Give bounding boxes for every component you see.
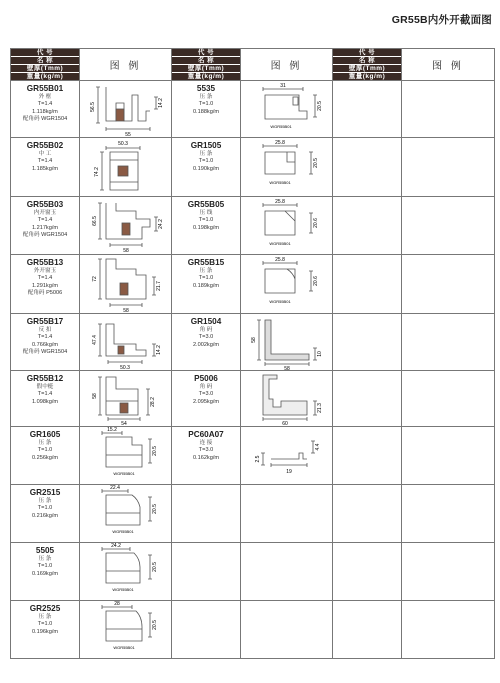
profile-name: 压 条 xyxy=(38,497,52,504)
dim-width: 31 xyxy=(280,83,286,89)
profile-tag: WGR55B01 xyxy=(112,587,134,592)
profile-tag: WGR55B01 xyxy=(269,299,291,304)
profile-weight: 1.098kg/m xyxy=(31,398,59,405)
profile-code: GR2515 xyxy=(29,488,61,497)
header-info-cell-1 xyxy=(11,49,80,81)
profile-figure-cell xyxy=(80,314,172,371)
profile-code: GR55B17 xyxy=(26,317,64,326)
header-code-label: 代 号 xyxy=(11,49,79,57)
dim-width: 25.8 xyxy=(275,257,285,263)
mullion-profile-drawing xyxy=(80,138,172,196)
profile-info-cell xyxy=(11,427,80,485)
profile-thickness: T=1.0 xyxy=(37,621,53,628)
header-weight-label: 重量(kg/m) xyxy=(172,73,240,80)
profile-figure-cell xyxy=(241,371,333,427)
dim-side: 21.3 xyxy=(317,403,323,413)
dim-width: 15.2 xyxy=(107,427,117,433)
dim-width: 25.8 xyxy=(275,199,285,205)
empty-figure-cell xyxy=(402,81,495,138)
dim-side: 28.2 xyxy=(150,397,156,407)
dim-width: 24.2 xyxy=(111,543,121,549)
empty-figure-cell xyxy=(402,314,495,371)
bead-profile-drawing xyxy=(80,427,172,484)
profile-figure-cell xyxy=(241,197,333,255)
empty-figure-cell xyxy=(402,601,495,659)
header-thickness-label: 壁厚(Tmm) xyxy=(333,65,401,73)
profile-info-cell xyxy=(172,197,241,255)
profile-name: 压 线 xyxy=(199,209,213,216)
dim-width: 58 xyxy=(123,248,129,254)
profile-thickness: T=1.4 xyxy=(37,391,53,398)
profile-name: 反 扣 xyxy=(38,326,52,333)
dim-width: 58 xyxy=(123,308,129,313)
profile-weight: 0.162kg/m xyxy=(192,454,220,461)
dim-height: 20.5 xyxy=(152,562,158,572)
dim-side: 10 xyxy=(317,351,323,357)
profile-code: P5006 xyxy=(194,374,218,383)
empty-info-cell xyxy=(172,601,241,659)
profile-info-cell xyxy=(11,314,80,371)
dim-height: 20.5 xyxy=(152,504,158,514)
header-name-label: 名 称 xyxy=(333,57,401,65)
profile-info-cell xyxy=(172,138,241,197)
empty-figure-cell xyxy=(402,427,495,485)
header-info-cell-3 xyxy=(333,49,402,81)
dim-side: 4.4 xyxy=(315,443,321,451)
dim-height: 47.4 xyxy=(92,335,98,345)
header-code-label: 代 号 xyxy=(333,49,401,57)
profile-info-cell xyxy=(172,427,241,485)
profile-figure-cell xyxy=(80,543,172,601)
profile-code: 5505 xyxy=(35,546,55,555)
connector-drawing xyxy=(241,427,333,484)
empty-info-cell xyxy=(333,138,402,197)
empty-figure-cell xyxy=(241,543,333,601)
profile-thickness: T=1.4 xyxy=(37,217,53,224)
profile-catalog-table xyxy=(10,48,495,659)
empty-figure-cell xyxy=(402,371,495,427)
profile-extra: 配角码 WGR1504 xyxy=(22,232,68,239)
profile-extra: 配角码 WGR1504 xyxy=(22,116,68,123)
profile-info-cell xyxy=(11,197,80,255)
frame-profile-drawing xyxy=(80,81,172,137)
profile-figure-cell xyxy=(80,255,172,314)
profile-weight: 1.291kg/m xyxy=(31,282,59,289)
dim-side: 24.2 xyxy=(158,219,164,229)
profile-weight: 1.118kg/m xyxy=(32,108,58,115)
corner-key-drawing xyxy=(241,314,333,370)
profile-thickness: T=3.0 xyxy=(198,447,214,454)
header-thickness-label: 壁厚(Tmm) xyxy=(11,65,79,73)
dim-height: 20.5 xyxy=(152,620,158,630)
profile-weight: 0.188kg/m xyxy=(192,108,220,115)
profile-figure-cell xyxy=(80,485,172,543)
bead-profile-drawing xyxy=(80,601,172,658)
profile-figure-cell xyxy=(80,427,172,485)
profile-weight: 0.198kg/m xyxy=(192,224,220,231)
header-thickness-label: 壁厚(Tmm) xyxy=(172,65,240,73)
profile-name: 角 码 xyxy=(199,326,213,333)
dim-height: 20.6 xyxy=(313,218,319,228)
table-row xyxy=(11,543,495,601)
profile-name: 压 条 xyxy=(199,93,213,100)
profile-code: GR1605 xyxy=(29,430,61,439)
sash-profile-drawing xyxy=(80,255,172,313)
profile-thickness: T=1.0 xyxy=(198,275,214,282)
profile-code: GR55B12 xyxy=(26,374,64,383)
profile-code: GR55B13 xyxy=(26,258,64,267)
dim-side: 14.2 xyxy=(156,345,162,355)
sash-profile-drawing xyxy=(80,197,172,254)
profile-info-cell xyxy=(11,543,80,601)
header-figure-label-2: 图 例 xyxy=(241,49,333,81)
dim-height: 66.5 xyxy=(92,216,98,226)
header-info-cell-2 xyxy=(172,49,241,81)
header-name-label: 名 称 xyxy=(172,57,240,65)
profile-code: GR1505 xyxy=(190,141,222,150)
dim-side: 14.2 xyxy=(158,98,164,108)
profile-figure-cell xyxy=(80,81,172,138)
dim-width: 28 xyxy=(114,601,120,607)
table-row xyxy=(11,601,495,659)
empty-info-cell xyxy=(333,81,402,138)
table-row xyxy=(11,81,495,138)
profile-tag: WGR55B01 xyxy=(269,241,291,246)
bead-profile-drawing xyxy=(80,543,172,600)
table-row xyxy=(11,314,495,371)
table-row xyxy=(11,138,495,197)
profile-thickness: T=3.0 xyxy=(198,391,214,398)
dim-width: 50.3 xyxy=(118,141,128,147)
profile-weight: 2.002kg/m xyxy=(192,341,220,348)
bead-profile-drawing xyxy=(241,138,333,196)
profile-name: 中 工 xyxy=(38,150,52,157)
profile-code: GR55B05 xyxy=(187,200,225,209)
profile-tag: WGR55B01 xyxy=(269,180,291,185)
dim-width: 19 xyxy=(286,469,292,475)
profile-name: 假中梃 xyxy=(36,383,54,390)
empty-info-cell xyxy=(333,197,402,255)
dim-height: 58 xyxy=(92,393,98,399)
dim-width: 58 xyxy=(284,366,290,370)
profile-code: GR55B03 xyxy=(26,200,64,209)
profile-code: GR55B01 xyxy=(26,84,64,93)
profile-name: 压 条 xyxy=(38,555,52,562)
profile-name: 外开窗玉 xyxy=(33,267,57,274)
dim-height: 56.5 xyxy=(90,102,96,112)
profile-code: GR2525 xyxy=(29,604,61,613)
dim-height: 58 xyxy=(251,337,257,343)
profile-name: 连 接 xyxy=(199,439,213,446)
profile-code: GR1504 xyxy=(190,317,222,326)
profile-extra: 配角码 P5006 xyxy=(27,290,63,297)
profile-tag: WGR55B01 xyxy=(270,124,292,129)
profile-weight: 0.196kg/m xyxy=(31,628,59,635)
dim-height: 2.5 xyxy=(255,455,261,463)
profile-info-cell xyxy=(11,138,80,197)
profile-tag: WGR55B01 xyxy=(113,645,135,650)
empty-info-cell xyxy=(333,314,402,371)
dim-height: 20.5 xyxy=(317,101,323,111)
reverse-buckle-profile-drawing xyxy=(80,314,172,370)
profile-figure-cell xyxy=(241,81,333,138)
dim-width: 55 xyxy=(125,132,131,137)
profile-weight: 0.216kg/m xyxy=(31,512,59,519)
table-row xyxy=(11,485,495,543)
empty-figure-cell xyxy=(402,255,495,314)
profile-thickness: T=1.4 xyxy=(37,158,53,165)
profile-info-cell xyxy=(11,601,80,659)
empty-figure-cell xyxy=(241,601,333,659)
empty-info-cell xyxy=(172,543,241,601)
empty-info-cell xyxy=(333,427,402,485)
profile-thickness: T=1.0 xyxy=(37,505,53,512)
empty-figure-cell xyxy=(402,485,495,543)
profile-thickness: T=1.4 xyxy=(37,101,53,108)
bead-profile-drawing xyxy=(241,197,333,254)
profile-name: 压 条 xyxy=(199,150,213,157)
profile-name: 压 条 xyxy=(199,267,213,274)
empty-info-cell xyxy=(172,485,241,543)
bead-profile-drawing xyxy=(241,255,333,313)
table-header-row xyxy=(11,49,495,81)
empty-figure-cell xyxy=(402,543,495,601)
profile-name: 角 码 xyxy=(199,383,213,390)
profile-weight: 1.185kg/m xyxy=(31,165,59,172)
profile-weight: 0.766kg/m xyxy=(31,341,59,348)
header-name-label: 名 称 xyxy=(11,57,79,65)
header-code-label: 代 号 xyxy=(172,49,240,57)
profile-figure-cell xyxy=(80,601,172,659)
profile-code: GR55B15 xyxy=(187,258,225,267)
profile-weight: 0.190kg/m xyxy=(192,165,220,172)
profile-name: 压 条 xyxy=(38,439,52,446)
empty-figure-cell xyxy=(402,138,495,197)
profile-code: 5535 xyxy=(196,84,216,93)
profile-weight: 0.189kg/m xyxy=(192,282,220,289)
profile-thickness: T=3.0 xyxy=(198,334,214,341)
profile-figure-cell xyxy=(241,314,333,371)
profile-thickness: T=1.4 xyxy=(37,275,53,282)
dim-width: 54 xyxy=(121,421,127,426)
profile-name: 内开窗玉 xyxy=(33,209,57,216)
header-weight-label: 重量(kg/m) xyxy=(11,73,79,80)
header-weight-label: 重量(kg/m) xyxy=(333,73,401,80)
profile-figure-cell xyxy=(241,427,333,485)
empty-figure-cell xyxy=(402,197,495,255)
empty-info-cell xyxy=(333,485,402,543)
corner-key-drawing xyxy=(241,371,333,426)
profile-weight: 1.217kg/m xyxy=(31,224,59,231)
dim-height: 20.6 xyxy=(313,276,319,286)
profile-thickness: T=1.0 xyxy=(198,158,214,165)
empty-info-cell xyxy=(333,255,402,314)
profile-thickness: T=1.0 xyxy=(198,217,214,224)
table-row xyxy=(11,255,495,314)
profile-figure-cell xyxy=(80,197,172,255)
profile-info-cell xyxy=(11,485,80,543)
dim-side: 21.7 xyxy=(156,281,162,291)
empty-info-cell xyxy=(333,601,402,659)
bead-profile-drawing xyxy=(80,485,172,542)
dim-width: 25.8 xyxy=(275,140,285,146)
empty-info-cell xyxy=(333,371,402,427)
empty-info-cell xyxy=(333,543,402,601)
profile-weight: 2.095kg/m xyxy=(192,398,220,405)
profile-info-cell xyxy=(11,81,80,138)
profile-info-cell xyxy=(172,255,241,314)
profile-code: PC60A07 xyxy=(188,430,224,439)
dim-width: 50.3 xyxy=(120,365,130,370)
profile-info-cell xyxy=(172,314,241,371)
false-mullion-profile-drawing xyxy=(80,371,172,426)
profile-figure-cell xyxy=(80,371,172,427)
profile-info-cell xyxy=(11,371,80,427)
profile-thickness: T=1.0 xyxy=(37,447,53,454)
profile-name: 外 框 xyxy=(38,93,52,100)
profile-weight: 0.169kg/m xyxy=(31,570,59,577)
dim-height: 74.2 xyxy=(94,167,100,177)
table-row xyxy=(11,371,495,427)
dim-height: 72 xyxy=(92,276,98,282)
dim-width: 22.4 xyxy=(110,485,120,491)
header-figure-label-3: 图 例 xyxy=(402,49,495,81)
bead-profile-drawing xyxy=(241,81,333,137)
profile-info-cell xyxy=(172,371,241,427)
table-row xyxy=(11,197,495,255)
page-title: GR55B内外开截面图 xyxy=(391,14,492,26)
profile-weight: 0.256kg/m xyxy=(31,454,59,461)
profile-info-cell xyxy=(11,255,80,314)
profile-tag: WGR55B01 xyxy=(112,529,134,534)
profile-thickness: T=1.0 xyxy=(198,101,214,108)
profile-figure-cell xyxy=(80,138,172,197)
dim-height: 20.5 xyxy=(152,446,158,456)
dim-height: 20.5 xyxy=(313,158,319,168)
profile-info-cell xyxy=(172,81,241,138)
header-figure-label-1: 图 例 xyxy=(80,49,172,81)
profile-thickness: T=1.4 xyxy=(37,334,53,341)
empty-figure-cell xyxy=(241,485,333,543)
profile-figure-cell xyxy=(241,255,333,314)
profile-tag: WGR55B01 xyxy=(113,471,135,476)
profile-figure-cell xyxy=(241,138,333,197)
table-row xyxy=(11,427,495,485)
dim-width: 60 xyxy=(282,421,288,426)
profile-thickness: T=1.0 xyxy=(37,563,53,570)
profile-code: GR55B02 xyxy=(26,141,64,150)
profile-name: 压 条 xyxy=(38,613,52,620)
profile-extra: 配角码 WGR1504 xyxy=(22,349,68,356)
